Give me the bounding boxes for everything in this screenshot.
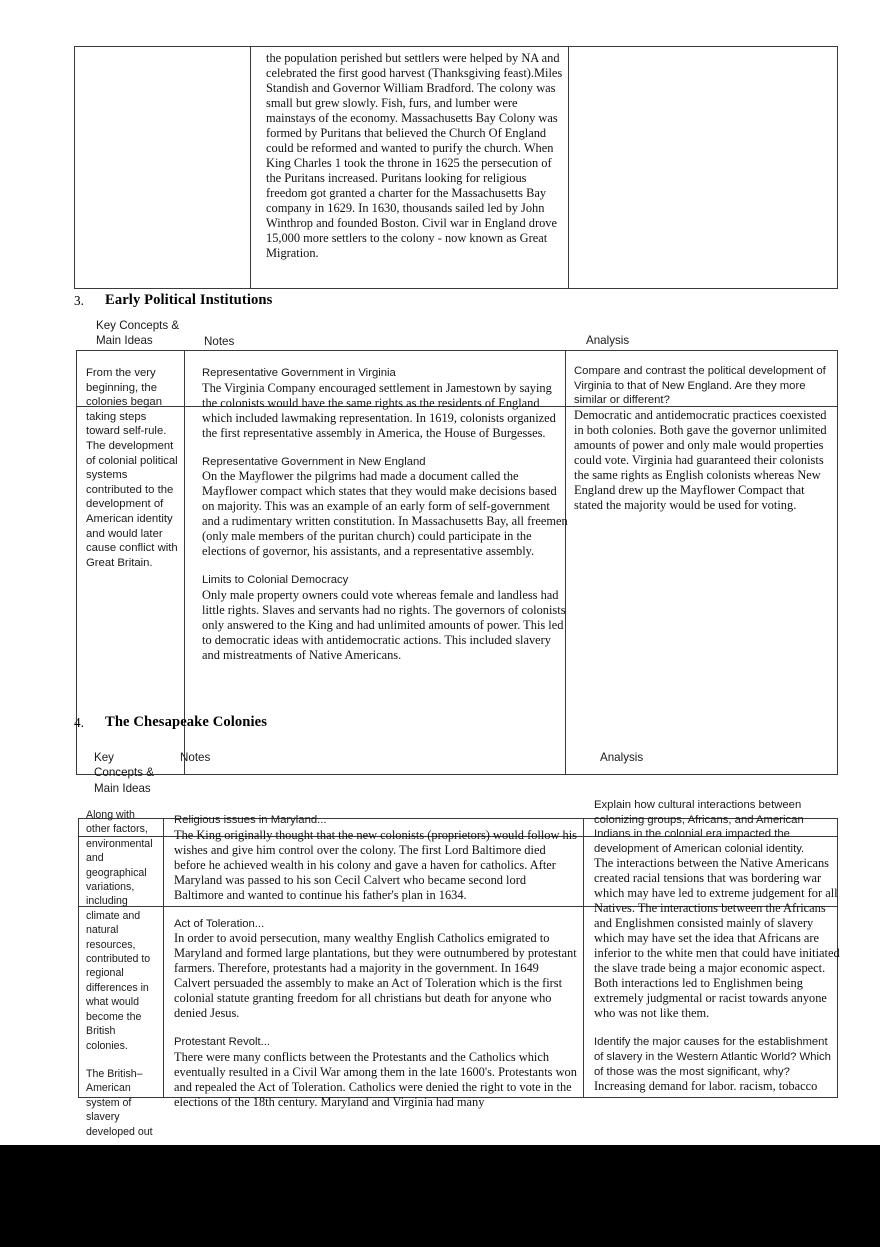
section-3-divider-left bbox=[184, 350, 185, 775]
section-4-notes-body-2: There were many conflicts between the Protestants and the Catholics which eventually resulted in a Civil War among them in the late 1600's. Protestants won and repealed the Act of Toleration. Catholics were denied the right to vote in the elections of the 18th century. Maryland and Virginia had many bbox=[174, 1049, 577, 1109]
section-4-notes-cell bbox=[174, 813, 578, 1110]
top-table-notes-text: the population perished but settlers were helped by NA and celebrated the first good harvest (Thanksgiving feast).Miles Standish and Governor William Bradford. The colony was small but grew slowly. Fish, furs, and lumber were mainstays of the economy. Massachusetts Bay Colony was formed by Puritans that believed the Church Of England could be reformed and wanted to purify the church. When King Charles 1 took the throne in 1625 the persecution of the Puritans increased. Puritans looking for religious freedom got granted a charter for the Massachusetts Bay company in 1629. In 1630, thousands sailed led by John Winthrop and founded Boston. Civil war in England drove 15,000 more settlers to the colony - now known as Great Migration. bbox=[266, 51, 563, 260]
section-3-notes-heading-2: Limits to Colonial Democracy bbox=[202, 574, 349, 587]
section-3-notes-heading-1: Representative Government in New England bbox=[202, 455, 426, 468]
section-4-notes-heading-2: Protestant Revolt... bbox=[174, 1036, 271, 1049]
section-3-analysis-answer: Democratic and antidemocratic practices coexisted in both colonies. Both gave the governor unlimited amounts of power and only male would properties could vote. Virginia had guaranteed their colonists the same rights as English colonists whereas New England drew up the Mayflower Compact that stated the majority would be used for voting. bbox=[574, 407, 827, 512]
section-4-header-analysis: Analysis bbox=[600, 751, 644, 764]
top-table-divider-left bbox=[250, 46, 251, 289]
section-3-analysis-cell bbox=[574, 364, 834, 513]
section-4-notes-heading-0: Religious issues in Maryland... bbox=[174, 814, 327, 826]
section-3-header-notes: Notes bbox=[204, 335, 235, 348]
section-4-analysis-cell bbox=[594, 798, 840, 1094]
section-4-notes-body-1: In order to avoid persecution, many wealthy English Catholics emigrated to Maryland and formed large plantations, but they were outnumbered by protestant farmers. Therefore, protestants had a majority in the government. In 1649 Calvert persuaded the assembly to make an Act of Toleration which is the first colonial statute granting freedom for all christians but death for anyone who denied Jesus. bbox=[174, 931, 577, 1021]
section-3-notes-heading-0: Representative Government in Virginia bbox=[202, 367, 396, 379]
section-4-header-key-line1: Key bbox=[94, 751, 114, 764]
section-4-notes-heading-1: Act of Toleration... bbox=[174, 917, 265, 930]
section-3-notes-cell bbox=[202, 366, 568, 663]
section-4-header-key-line2: Concepts & bbox=[94, 766, 154, 780]
section-4-divider-right bbox=[583, 818, 584, 1098]
section-3-header-key-concepts-line2: Main Ideas bbox=[96, 334, 153, 348]
section-4-analysis-prompt-2: Identify the major causes for the establishment of slavery in the Western Atlantic World? Which of those was the most significant, why? bbox=[594, 1036, 831, 1078]
section-4-title: The Chesapeake Colonies bbox=[105, 714, 268, 730]
section-4-analysis-prompt-1: Explain how cultural interactions between colonizing groups, Africans, and American Indians in the colonial era impacted the development of American colonial identity. bbox=[594, 799, 805, 855]
top-table-notes-cell bbox=[266, 51, 566, 261]
section-3-number: 3. bbox=[74, 293, 84, 308]
section-3-notes-body-2: Only male property owners could vote whereas female and landless had little rights. Slaves and servants had no rights. The governors of colonists only answered to the King and had unlimited amounts of power. This led to democratic ideas with antidemocratic actions. This included slavery and mistreatments of Native Americans. bbox=[202, 587, 566, 662]
page-bottom-black-band bbox=[0, 1145, 880, 1247]
section-4-header-notes: Notes bbox=[180, 751, 211, 764]
section-4-header-key-line3: Main Ideas bbox=[94, 781, 151, 795]
section-4-key-concepts-text-2: The British–American system of slavery developed out bbox=[86, 1067, 153, 1138]
section-3-header-key-concepts bbox=[96, 318, 216, 349]
section-3-header-key-concepts-line1: Key Concepts & bbox=[96, 319, 180, 332]
section-4-key-concepts-text-1: Along with other factors, environmental and geographical variations, including climate and natural resources, contributed to regional differences in what would become the British colonies. bbox=[86, 809, 153, 1052]
section-3-analysis-prompt: Compare and contrast the political development of Virginia to that of New England. Are they more similar or different? bbox=[574, 365, 826, 407]
section-4-header-key-concepts bbox=[94, 750, 190, 796]
section-3-key-concepts-cell bbox=[86, 366, 182, 570]
section-4-divider-left bbox=[163, 818, 164, 1098]
section-3-notes-body-1: On the Mayflower the pilgrims had made a document called the Mayflower compact which states that they would make decisions based on majority. This was an example of an early form of self-government and a rudimentary written constitution. In Massachusetts Bay, all freemen (only male members of the puritan church) could participate in the elections of governor, his assistants, and a representative assembly. bbox=[202, 469, 568, 559]
section-3-key-concepts-text: From the very beginning, the colonies began taking steps toward self-rule. The development of colonial political systems contributed to the development of American identity and would later cause conflict with Great Britain. bbox=[86, 367, 178, 569]
section-3-title: Early Political Institutions bbox=[105, 292, 273, 308]
section-3-header-analysis: Analysis bbox=[586, 334, 630, 347]
section-4-notes-body-0: The King originally thought that the new colonists (proprietors) would follow his wishes and give him control over the colony. The first Lord Baltimore died before he achieved wealth in his colony and gave a haven for catholics. After Maryland was passed to his son Cecil Calvert who became second lord Baltimore and wanted to continue his father's plan in 1634. bbox=[174, 827, 577, 902]
section-3-notes-body-0: The Virginia Company encouraged settlement in Jamestown by saying the colonists would have the same rights as the residents of England which included lawmaking representation. In 1619, colonists organized the first representative assembly in America, the House of Burgesses. bbox=[202, 380, 556, 440]
section-4-number: 4. bbox=[74, 715, 84, 730]
section-4-key-concepts-cell bbox=[86, 808, 160, 1139]
top-table-divider-right bbox=[568, 46, 569, 289]
section-4-analysis-answer-1: The interactions between the Native Americans created racial tensions that was bordering war which may have led to extreme judgement for all Natives. The interactions between the Africans and Englishmen consisted mainly of slavery which may have set the idea that Africans are inferior to the white men that could have initiated the slave trade being a major economic aspect. Both interactions led to Englishmen being extremely judgmental or racist towards anyone who was not like them. bbox=[594, 856, 840, 1021]
section-4-analysis-answer-2: Increasing demand for labor. racism, tobacco bbox=[594, 1079, 818, 1094]
